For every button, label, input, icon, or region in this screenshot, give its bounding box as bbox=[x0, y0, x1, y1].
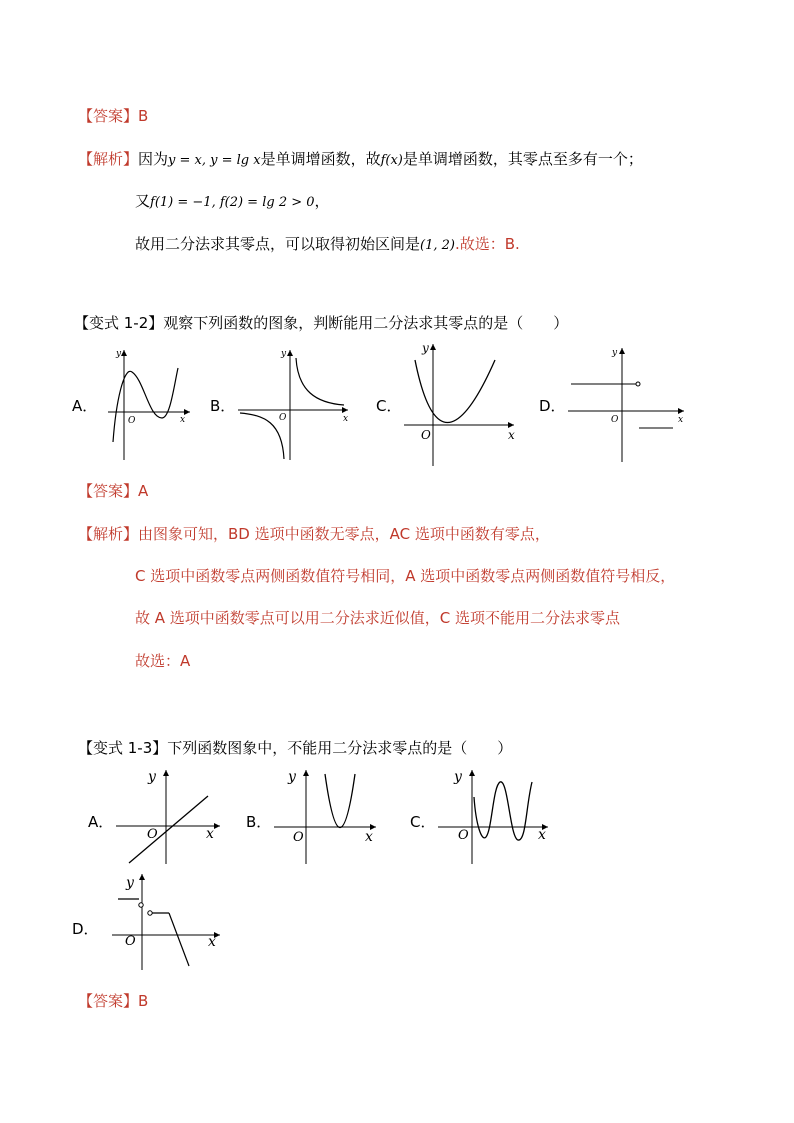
question-1-2: 【变式 1-2】观察下列函数的图象，判断能用二分法求其零点的是（ ） bbox=[74, 314, 569, 332]
y-axis-arrow bbox=[469, 770, 475, 776]
origin-label: O bbox=[128, 416, 136, 426]
y-axis-arrow bbox=[139, 874, 145, 880]
analysis-line-4 bbox=[78, 524, 550, 544]
analysis-text: 因为 bbox=[138, 150, 169, 168]
y-label: y bbox=[422, 341, 429, 355]
x-label: x bbox=[678, 415, 684, 425]
y-axis-arrow bbox=[121, 350, 127, 356]
open-endpoint bbox=[148, 911, 152, 915]
answer-value: B bbox=[138, 992, 149, 1010]
graph-1-2-d bbox=[566, 344, 690, 464]
x-label: x bbox=[180, 415, 186, 425]
answer-tag: 【答案】 bbox=[78, 992, 139, 1010]
graph-1-3-c bbox=[436, 766, 554, 866]
y-label: y bbox=[288, 769, 296, 785]
graph-1-2-b bbox=[236, 346, 356, 462]
answer-tag: 【答案】 bbox=[78, 482, 139, 500]
option-b-label: B． bbox=[210, 397, 236, 415]
y-axis-arrow bbox=[303, 770, 309, 776]
analysis-line-5: C 选项中函数零点两侧函数值符号相同，A 选项中函数零点两侧函数值符号相反， bbox=[135, 567, 676, 585]
function-branch-right bbox=[296, 358, 344, 405]
open-endpoint bbox=[139, 903, 143, 907]
option-c-label: C． bbox=[410, 813, 436, 831]
analysis-text: 是单调增函数，其零点至多有一个； bbox=[402, 150, 643, 168]
analysis-line-1 bbox=[78, 149, 643, 171]
analysis-line-2 bbox=[135, 191, 330, 213]
function-branch-left bbox=[240, 413, 284, 459]
function-curve bbox=[325, 774, 355, 828]
y-axis-arrow bbox=[430, 344, 436, 350]
analysis-text: 故用二分法求其零点，可以取得初始区间是 bbox=[135, 235, 421, 253]
origin-label: O bbox=[279, 413, 287, 423]
analysis-text: ， bbox=[314, 192, 330, 210]
y-label: y bbox=[281, 349, 287, 359]
open-endpoint bbox=[636, 382, 640, 386]
option-a-label: A． bbox=[72, 397, 98, 415]
y-axis-arrow bbox=[287, 350, 293, 356]
y-axis-arrow bbox=[619, 348, 625, 354]
option-d-label: D． bbox=[539, 397, 566, 415]
math-expression: (1, 2) bbox=[420, 238, 455, 253]
question-1-3: 【变式 1-3】下列函数图象中，不能用二分法求零点的是（ ） bbox=[78, 739, 513, 757]
x-label: x bbox=[365, 829, 373, 845]
analysis-text: 是单调增函数，故 bbox=[260, 150, 381, 168]
function-curve bbox=[113, 368, 178, 442]
origin-label: O bbox=[125, 934, 136, 949]
x-axis-arrow bbox=[342, 407, 348, 413]
function-segment-descending bbox=[169, 913, 189, 966]
origin-label: O bbox=[611, 415, 619, 425]
y-label: y bbox=[126, 875, 134, 891]
graph-1-3-b bbox=[272, 766, 384, 866]
math-expression: f(1) = −1, f(2) = lg 2 > 0 bbox=[150, 195, 315, 210]
x-label: x bbox=[208, 934, 216, 950]
answer-line-3 bbox=[78, 991, 148, 1011]
x-axis-arrow bbox=[214, 823, 220, 829]
analysis-line-3 bbox=[135, 234, 520, 256]
function-curve bbox=[474, 782, 532, 840]
graph-1-2-a bbox=[104, 346, 196, 462]
analysis-line-6: 故 A 选项中函数零点可以用二分法求近似值，C 选项不能用二分法求零点 bbox=[135, 609, 621, 627]
origin-label: O bbox=[458, 828, 469, 843]
answer-value: A bbox=[138, 482, 149, 500]
graph-1-3-a bbox=[114, 766, 226, 866]
option-a-label: A． bbox=[88, 813, 114, 831]
analysis-line-7: 故选：A bbox=[135, 652, 191, 670]
analysis-text: .故选：B. bbox=[454, 235, 520, 253]
graph-1-2-c bbox=[402, 340, 520, 468]
x-label: x bbox=[206, 826, 214, 842]
option-b-label: B． bbox=[246, 813, 272, 831]
analysis-text: 由图象可知，BD 选项中函数无零点，AC 选项中函数有零点， bbox=[138, 525, 550, 543]
origin-label: O bbox=[147, 827, 158, 842]
origin-label: O bbox=[421, 428, 431, 442]
x-axis-arrow bbox=[678, 408, 684, 414]
option-c-label: C． bbox=[376, 397, 402, 415]
y-label: y bbox=[612, 348, 618, 358]
x-label: x bbox=[538, 827, 546, 843]
x-label: x bbox=[343, 414, 349, 424]
option-d-label: D． bbox=[72, 920, 99, 938]
x-label: x bbox=[508, 428, 515, 442]
y-label: y bbox=[148, 769, 156, 785]
answer-value: B bbox=[138, 107, 149, 125]
answer-line-2 bbox=[78, 481, 148, 501]
function-curve bbox=[415, 360, 495, 423]
analysis-text: 又 bbox=[135, 192, 151, 210]
y-label: y bbox=[116, 349, 122, 359]
math-expression: f(x) bbox=[380, 153, 403, 168]
answer-line-1 bbox=[78, 106, 148, 126]
function-line bbox=[129, 796, 208, 863]
y-label: y bbox=[454, 769, 462, 785]
graph-1-3-d bbox=[110, 870, 224, 972]
y-axis-arrow bbox=[163, 770, 169, 776]
analysis-tag: 【解析】 bbox=[78, 150, 139, 168]
math-expression: y = x, y = lg x bbox=[168, 153, 261, 168]
origin-label: O bbox=[293, 830, 304, 845]
analysis-tag: 【解析】 bbox=[78, 525, 139, 543]
answer-tag: 【答案】 bbox=[78, 107, 139, 125]
